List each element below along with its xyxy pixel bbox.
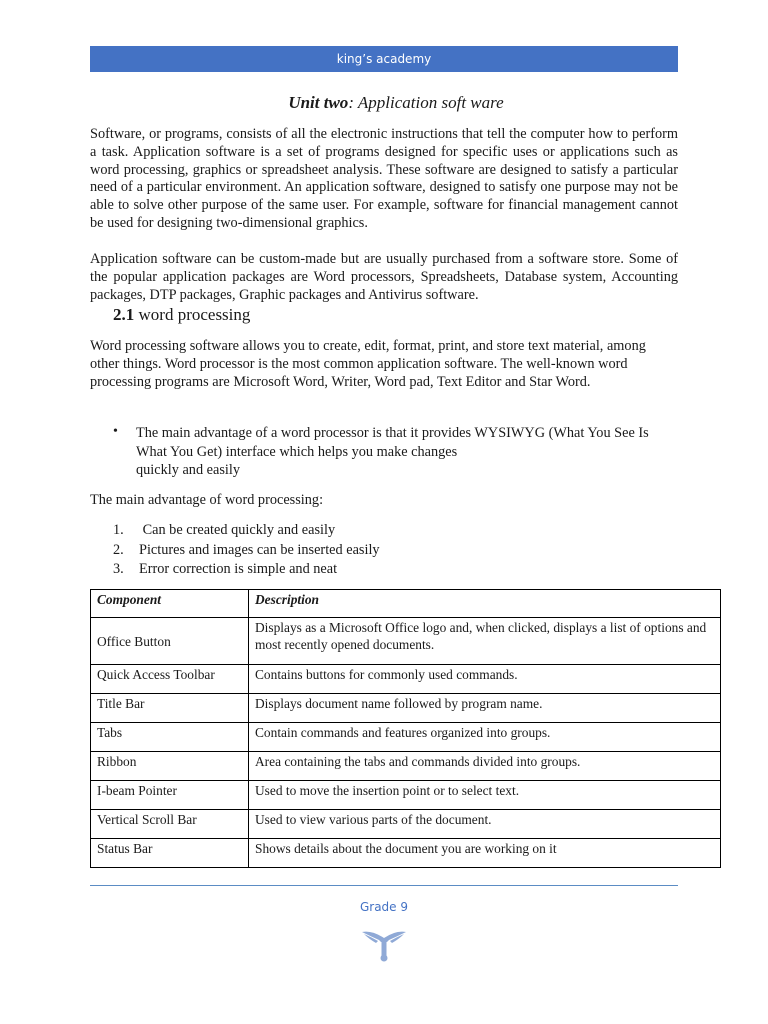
footer-text: Grade 9 — [359, 900, 409, 914]
table-header-row — [91, 590, 721, 618]
cell-description: Displays document name followed by program name. — [249, 694, 721, 723]
cell-description: Used to move the insertion point or to select text. — [249, 781, 721, 810]
list-number: 2. — [113, 541, 124, 558]
table-row — [91, 618, 721, 665]
page-title — [90, 93, 702, 113]
cell-description: Displays as a Microsoft Office logo and, when clicked, displays a list of options and most recently opened documents. — [249, 618, 721, 665]
cell-description: Area containing the tabs and commands divided into groups. — [249, 752, 721, 781]
cell-text: Office Button — [97, 633, 171, 649]
list-number: 1. — [113, 522, 124, 538]
table-row — [91, 665, 721, 694]
bullet-line-2: quickly and easily — [136, 462, 241, 478]
cell-component: Title Bar — [91, 694, 249, 723]
list-item — [113, 560, 380, 580]
title-rest: : Application soft ware — [348, 93, 504, 112]
bullet-icon: • — [113, 424, 118, 439]
cell-component: Status Bar — [91, 839, 249, 868]
list-text: Pictures and images can be inserted easily — [139, 541, 380, 558]
section-heading — [113, 305, 250, 325]
packages-paragraph: Application software can be custom-made but are usually purchased from a software store. Some of the popular application packages are Word processors, Spreadsheets, Database system, Accounting packages, DTP packages, Graphic packages and Antivirus software. — [90, 251, 678, 303]
table-row — [91, 810, 721, 839]
section-title: word processing — [134, 305, 251, 324]
header-description: Description — [249, 590, 721, 618]
table-row — [91, 723, 721, 752]
cell-description: Used to view various parts of the document. — [249, 810, 721, 839]
page-header-bar — [90, 46, 678, 72]
cell-component: Quick Access Toolbar — [91, 665, 249, 694]
table-row — [91, 752, 721, 781]
footer-divider — [90, 885, 678, 886]
table-row — [91, 839, 721, 868]
academy-emblem-icon — [362, 928, 406, 962]
components-table — [90, 589, 721, 868]
table-row — [91, 694, 721, 723]
cell-component: Tabs — [91, 723, 249, 752]
advantages-list — [113, 521, 380, 580]
list-text: Error correction is simple and neat — [139, 561, 338, 578]
list-text: Can be created quickly and easily — [139, 522, 336, 538]
list-number: 3. — [113, 561, 124, 578]
list-item — [113, 521, 380, 541]
cell-component: Vertical Scroll Bar — [91, 810, 249, 839]
cell-component — [91, 618, 249, 665]
cell-description: Shows details about the document you are working on it — [249, 839, 721, 868]
header-text: king’s academy — [336, 52, 432, 66]
list-item — [113, 541, 380, 561]
advantages-intro: The main advantage of word processing: — [90, 492, 324, 508]
table-row — [91, 781, 721, 810]
section-number: 2.1 — [113, 305, 135, 324]
cell-component: I-beam Pointer — [91, 781, 249, 810]
header-component: Component — [91, 590, 249, 618]
cell-description: Contains buttons for commonly used commands. — [249, 665, 721, 694]
intro-paragraph: Software, or programs, consists of all the electronic instructions that tell the computer how to perform a task. Application software is a set of programs designed for specific uses or applications such as word processing, graphics or spreadsheet analysis. These software are designed to satisfy a particular need of a particular environment. An application software, designed to satisfy one purpose may not be able to solve other purpose of the same user. For example, software for financial management cannot be used for designing two-dimensional graphics. — [90, 126, 678, 231]
cell-component: Ribbon — [91, 752, 249, 781]
word-processing-paragraph: Word processing software allows you to create, edit, format, print, and store text material, among other things. Word processor is the most common application software. The well-known word processing programs are Microsoft Word, Writer, Word pad, Text Editor and Star Word. — [90, 338, 646, 390]
bullet-text — [136, 424, 681, 480]
cell-description: Contain commands and features organized into groups. — [249, 723, 721, 752]
bullet-line-1: The main advantage of a word processor is that it provides WYSIWYG (What You See Is What You Get) interface which helps you make changes — [136, 425, 649, 460]
title-bold: Unit two — [288, 93, 349, 112]
